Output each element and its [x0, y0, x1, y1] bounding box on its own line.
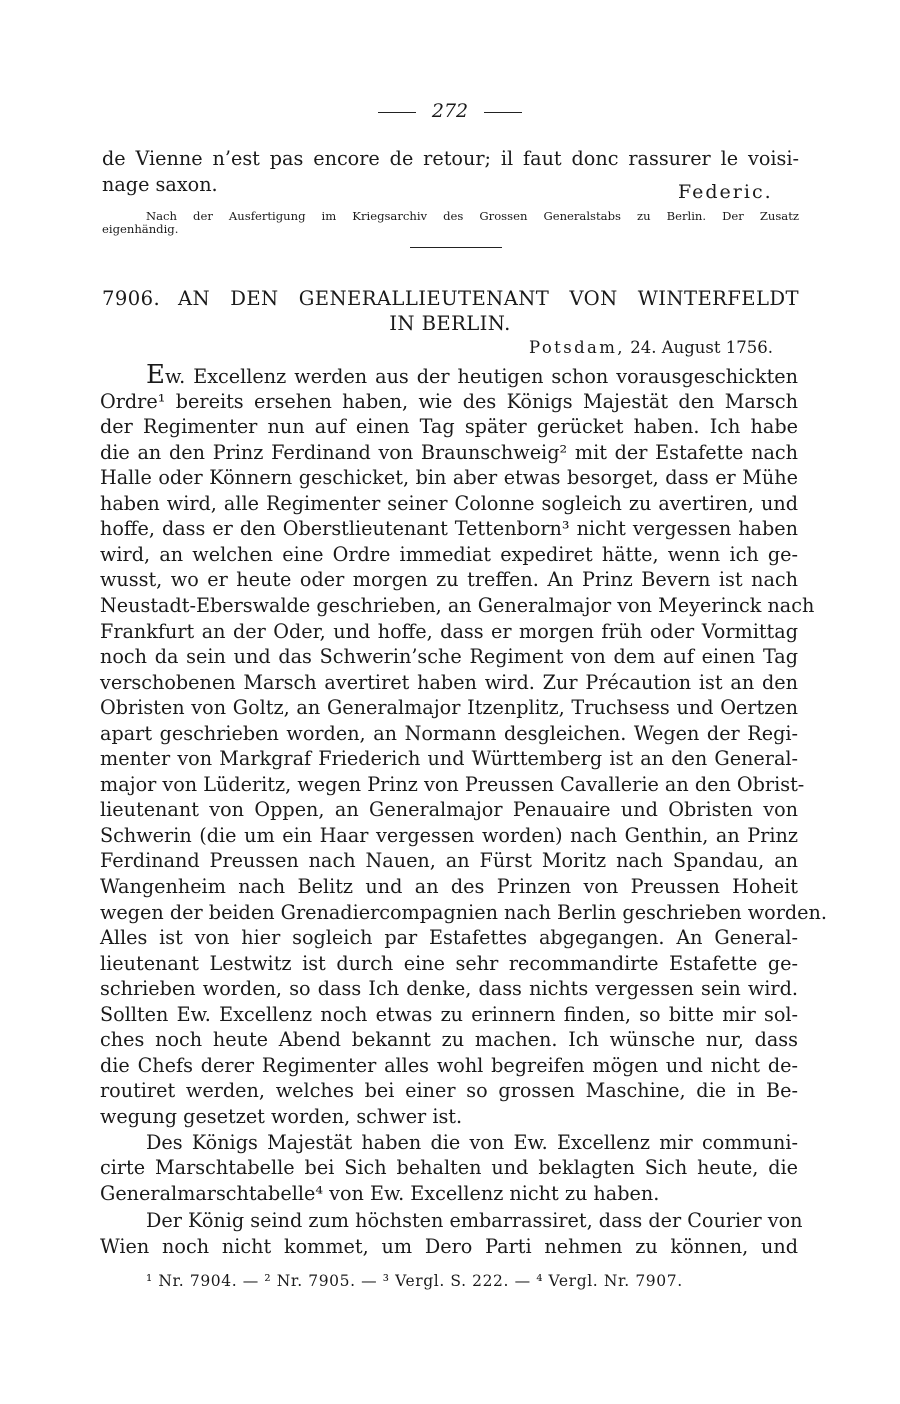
body-line: ches noch heute Abend bekannt zu machen. Ich wünsche nur, dass: [100, 1028, 798, 1052]
body-line: wird, an welchen eine Ordre immediat expediret hätte, wenn ich ge-: [100, 542, 798, 566]
body-line: Schwerin (die um ein Haar vergessen worden) nach Genthin, an Prinz: [100, 823, 798, 847]
body-line: schrieben worden, so dass Ich denke, dass nichts vergessen sein wird.: [100, 977, 798, 1001]
body-line: Ferdinand Preussen nach Nauen, an Fürst Moritz nach Spandau, an: [100, 849, 798, 873]
signature: Federic.: [678, 181, 773, 203]
body-line: Ordre¹ bereits ersehen haben, wie des Königs Majestät den Marsch: [100, 389, 798, 413]
drop-cap: E: [146, 360, 165, 390]
prev-letter-line: de Vienne n’est pas encore de retour; il faut donc rassurer le voisi-: [102, 147, 799, 170]
body-line: Wien noch nicht kommet, um Dero Parti nehmen zu können, und: [100, 1234, 798, 1258]
prev-letter-line: nage saxon.: [102, 173, 218, 196]
body-line: cirte Marschtabelle bei Sich behalten und beklagten Sich heute, die: [100, 1156, 798, 1180]
page-number: [0, 100, 900, 122]
body-line: Der König seind zum höchsten embarrassiret, dass der Courier von: [146, 1209, 803, 1233]
body-line: lieutenant Lestwitz ist durch eine sehr recommandirte Estafette ge-: [100, 951, 798, 975]
body-line: Sollten Ew. Excellenz noch etwas zu erinnern finden, so bitte mir sol-: [100, 1002, 798, 1026]
body-line: wusst, wo er heute oder morgen zu treffen. An Prinz Bevern ist nach: [100, 568, 798, 592]
body-line: haben wird, alle Regimenter seiner Colonne sogleich zu avertiren, und: [100, 491, 798, 515]
body-line: Wangenheim nach Belitz und an des Prinzen von Preussen Hoheit: [100, 875, 798, 898]
letter-heading-line2: IN BERLIN.: [389, 312, 511, 335]
body-line: routiret werden, welches bei einer so grossen Maschine, die in Be-: [100, 1079, 798, 1103]
folio-dash-left: [378, 112, 416, 113]
body-line: Obristen von Goltz, an Generalmajor Itzenplitz, Truchsess und Oertzen: [100, 696, 798, 720]
body-line: Alles ist von hier sogleich par Estafettes abgegangen. An General-: [100, 926, 798, 950]
body-line: [146, 360, 798, 390]
letter-heading: AN DEN GENERALLIEUTENANT VON WINTERFELDT: [178, 287, 799, 310]
body-line: menter von Markgraf Friederich und Württemberg ist an den General-: [100, 747, 798, 771]
body-line: apart geschrieben worden, an Normann desgleichen. Wegen der Regi-: [100, 721, 798, 745]
page-number-text: 272: [431, 100, 469, 122]
footnotes: ¹ Nr. 7904. — ² Nr. 7905. — ³ Vergl. S. 222. — ⁴ Vergl. Nr. 7907.: [146, 1272, 683, 1290]
letter-date: [529, 338, 773, 357]
body-line: hoffe, dass er den Oberstlieutenant Tettenborn³ nicht vergessen haben: [100, 517, 798, 541]
body-line: Des Königs Majestät haben die von Ew. Excellenz mir communi-: [146, 1130, 798, 1154]
body-line: Generalmarschtabelle⁴ von Ew. Excellenz nicht zu haben.: [100, 1181, 660, 1205]
body-line: wegung gesetzet worden, schwer ist.: [100, 1104, 463, 1128]
source-note-line: eigenhändig.: [102, 222, 179, 236]
body-line: wegen der beiden Grenadiercompagnien nach Berlin geschrieben worden.: [100, 900, 827, 924]
date-rest: 24. August 1756.: [630, 338, 774, 357]
body-line: verschobenen Marsch avertiret haben wird. Zur Précaution ist an den: [100, 670, 798, 694]
body-line: Halle oder Könnern geschicket, bin aber etwas besorget, dass er Mühe: [100, 466, 798, 490]
body-line: die an den Prinz Ferdinand von Braunschweig² mit der Estafette nach: [100, 440, 798, 464]
date-place: Potsdam,: [529, 338, 625, 357]
body-line: noch da sein und das Schwerin’sche Regiment von dem auf einen Tag: [100, 645, 798, 669]
body-line: der Regimenter nun auf einen Tag später gerücket haben. Ich habe: [100, 415, 798, 439]
section-divider: [410, 247, 502, 248]
body-line: major von Lüderitz, wegen Prinz von Preussen Cavallerie an den Obrist-: [100, 772, 805, 796]
folio-dash-right: [484, 112, 522, 113]
letter-number: 7906.: [102, 287, 161, 310]
body-line: lieutenant von Oppen, an Generalmajor Penauaire und Obristen von: [100, 798, 798, 822]
body-line: Frankfurt an der Oder, und hoffe, dass er morgen früh oder Vormittag: [100, 619, 798, 643]
source-note-line: Nach der Ausfertigung im Kriegsarchiv des Grossen Generalstabs zu Berlin. Der Zusatz: [146, 209, 799, 223]
body-line: Neustadt-Eberswalde geschrieben, an Generalmajor von Meyerinck nach: [100, 593, 815, 617]
body-line-text: w. Excellenz werden aus der heutigen schon vorausgeschickten: [164, 365, 798, 388]
body-line: die Chefs derer Regimenter alles wohl begreifen mögen und nicht de-: [100, 1053, 798, 1077]
